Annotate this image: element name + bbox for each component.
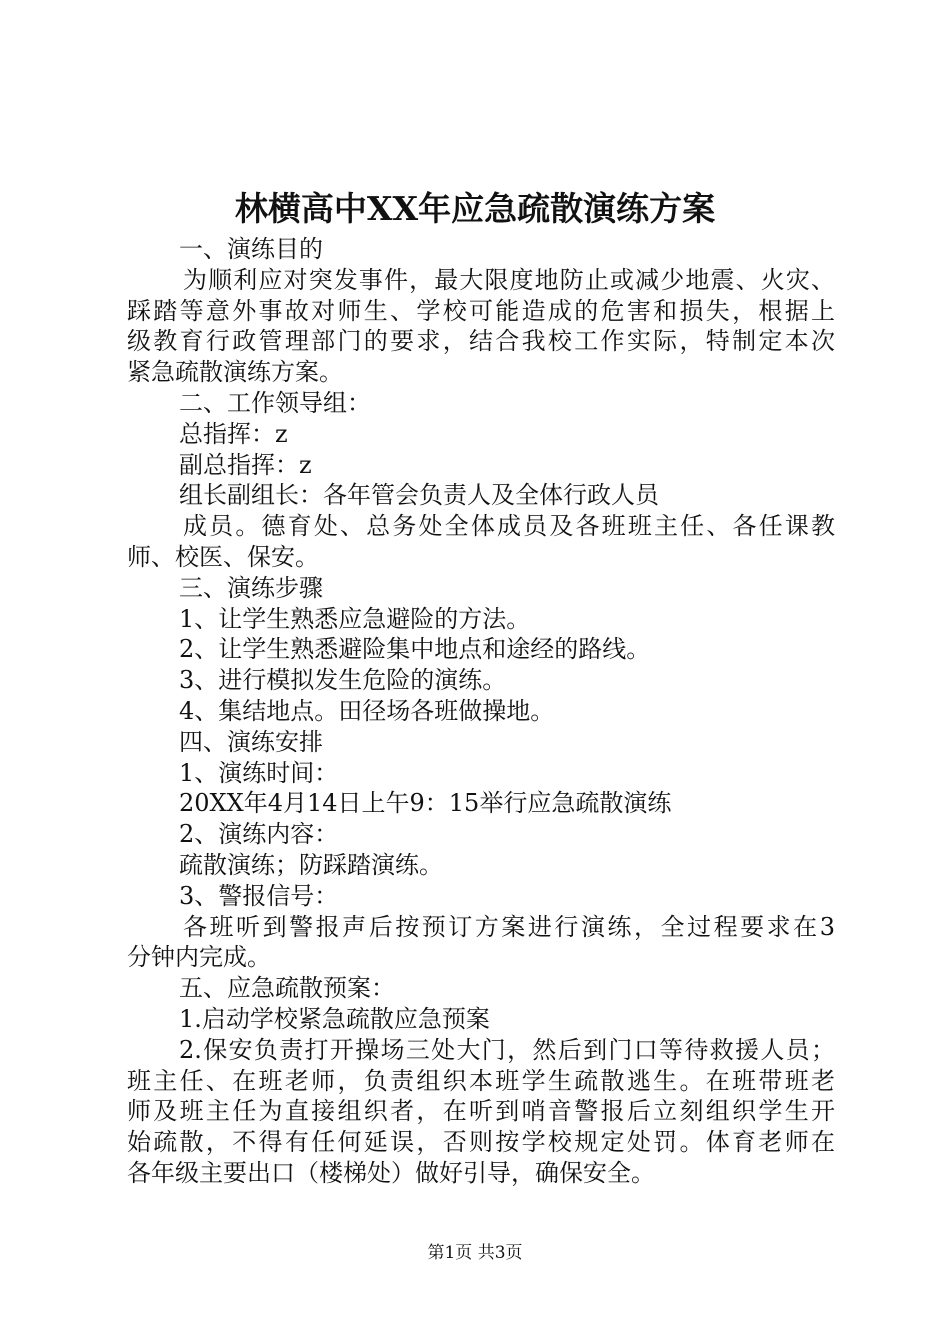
paragraph-line: 各年级主要出口（楼梯处）做好引导，确保安全。 [127,1158,655,1187]
document-body [127,234,835,1189]
paragraph-line: 总指挥：z [179,419,288,448]
paragraph-line: 1.启动学校紧急疏散应急预案 [179,1004,490,1033]
section-heading: 四、演练安排 [179,727,323,756]
paragraph-line: 1、演练时间： [179,758,339,787]
paragraph-line: 始疏散，不得有任何延误，否则按学校规定处罚。体育老师在 [127,1128,835,1157]
paragraph-line: 各班听到警报声后按预订方案进行演练，全过程要求在3 [183,912,835,941]
paragraph-line: 成员。德育处、总务处全体成员及各班班主任、各任课教 [183,512,835,541]
page-footer: 第1页 共3页 [427,1243,523,1263]
section-heading: 三、演练步骤 [179,573,323,602]
paragraph-line: 疏散演练；防踩踏演练。 [179,850,443,879]
paragraph-line: 副总指挥：z [179,450,312,479]
paragraph-line: 级教育行政管理部门的要求，结合我校工作实际，特制定本次 [127,327,835,356]
section-heading: 五、应急疏散预案： [179,974,395,1003]
paragraph-line: 2、演练内容： [179,820,339,849]
paragraph-line: 踩踏等意外事故对师生、学校可能造成的危害和损失，根据上 [127,296,835,325]
section-heading: 二、工作领导组： [179,388,371,417]
paragraph-line: 组长副组长：各年管会负责人及全体行政人员 [179,481,659,510]
paragraph-line: 班主任、在班老师，负责组织本班学生疏散逃生。在班带班老 [127,1066,835,1095]
section-heading: 一、演练目的 [179,235,323,263]
paragraph-line: 1、让学生熟悉应急避险的方法。 [179,604,531,633]
paragraph-line: 3、进行模拟发生危险的演练。 [179,666,507,695]
paragraph-line: 3、警报信号： [179,881,339,910]
paragraph-line: 师、校医、保安。 [127,542,319,571]
paragraph-line: 2、让学生熟悉避险集中地点和途经的路线。 [179,635,651,664]
document-title: 林横高中XX年应急疏散演练方案 [234,189,716,228]
paragraph-line: 为顺利应对突发事件，最大限度地防止或减少地震、火灾、 [183,265,835,294]
paragraph-line: 分钟内完成。 [127,943,271,972]
paragraph-line: 2.保安负责打开操场三处大门，然后到门口等待救援人员； [179,1035,835,1064]
paragraph-line: 紧急疏散演练方案。 [127,358,343,387]
paragraph-line: 师及班主任为直接组织者，在听到哨音警报后立刻组织学生开 [127,1097,835,1126]
paragraph-line: 20XX年4月14日上午9：15举行应急疏散演练 [179,789,672,818]
paragraph-line: 4、集结地点。田径场各班做操地。 [179,696,555,725]
